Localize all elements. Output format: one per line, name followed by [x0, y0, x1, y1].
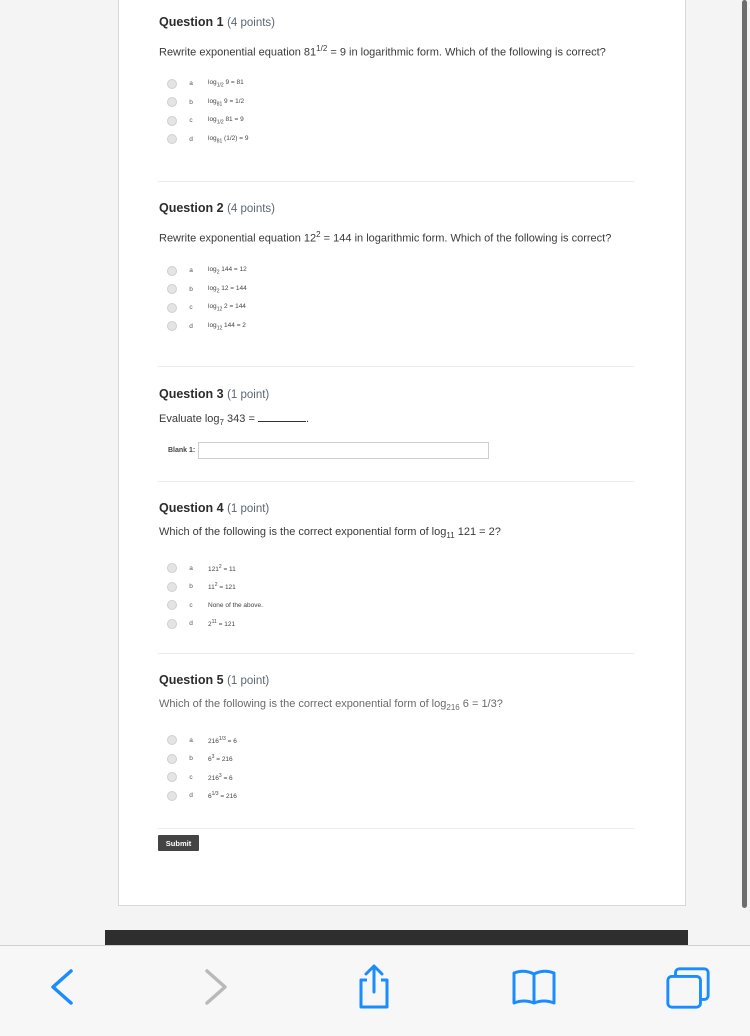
divider	[158, 653, 634, 654]
bookmarks-button[interactable]	[510, 963, 558, 1011]
question-points: (1 point)	[227, 389, 270, 401]
question-title	[159, 673, 629, 687]
text-part: Rewrite exponential equation 12	[159, 232, 317, 245]
scrollbar[interactable]	[742, 0, 747, 908]
option-text	[208, 98, 244, 107]
option-text	[208, 135, 248, 144]
option-letter: b	[189, 755, 193, 763]
page-footer	[105, 930, 688, 945]
power-exponent: 1/3	[211, 791, 219, 798]
option-rest: = 11	[221, 566, 236, 574]
option-text	[208, 736, 237, 745]
option-rest: (1/2) = 9	[222, 134, 249, 142]
divider	[158, 828, 634, 829]
log-base: 12	[216, 325, 223, 332]
option-letter: b	[189, 285, 193, 293]
option-text	[208, 754, 233, 763]
power-exponent: 11	[211, 619, 217, 626]
option-rest: = 6	[221, 775, 233, 783]
text-part: Evaluate log	[159, 413, 220, 425]
log-base: 81	[216, 101, 223, 108]
option-d[interactable]	[159, 787, 629, 806]
option-text	[208, 322, 246, 331]
radio-button[interactable]	[167, 772, 177, 782]
question-number: Question 1	[159, 15, 224, 29]
text-exponent: 1/2	[316, 44, 328, 53]
option-b[interactable]	[159, 578, 629, 597]
chevron-right-icon	[201, 967, 231, 1007]
forward-button[interactable]	[192, 963, 240, 1011]
option-rest: 9 = 81	[223, 79, 244, 87]
option-rest: = 6	[225, 738, 237, 746]
option-letter: c	[189, 304, 193, 312]
option-text	[208, 266, 247, 275]
option-rest: 144 = 2	[222, 321, 246, 329]
option-a[interactable]	[159, 75, 629, 94]
question-text: Evaluate $\log_7 343$ = .	[159, 413, 310, 428]
text-part: Which of the following is the correct exponential form of log	[159, 698, 447, 710]
option-a[interactable]	[159, 262, 629, 281]
option-text	[208, 116, 244, 125]
power-exponent: 3	[211, 754, 215, 761]
blank-label: Blank 1:	[168, 447, 196, 454]
text-subscript: 11	[446, 531, 455, 541]
text-part: = 144 in logarithmic form. Which of the following is correct?	[320, 232, 612, 245]
radio-button[interactable]	[167, 563, 177, 573]
radio-button[interactable]	[167, 116, 177, 126]
tabs-icon	[664, 964, 712, 1010]
radio-button[interactable]	[167, 134, 177, 144]
log-base: 81	[216, 138, 223, 145]
power-base: 121	[208, 566, 219, 574]
browser-toolbar	[0, 945, 750, 1036]
option-letter: a	[189, 80, 193, 88]
text-part: Rewrite exponential equation 81	[159, 46, 317, 59]
option-rest: = 121	[216, 621, 236, 629]
question-number: Question 2	[159, 201, 224, 215]
text-subscript: 7	[219, 418, 224, 428]
question-1	[159, 15, 629, 149]
option-d[interactable]	[159, 317, 629, 336]
option-letter: d	[189, 322, 193, 330]
question-text	[159, 697, 629, 715]
option-text	[208, 582, 236, 591]
question-number: Question 5	[159, 673, 224, 687]
power-exponent: 1/3	[218, 735, 226, 742]
power-exponent: 2	[214, 582, 218, 589]
question-title	[159, 15, 629, 29]
power-base: 11	[208, 584, 215, 592]
question-3	[159, 387, 629, 430]
option-text: None of the above.	[208, 601, 263, 609]
text-subscript: 216	[446, 703, 460, 713]
question-title	[159, 201, 629, 215]
divider	[158, 181, 634, 182]
text-exponent: 2	[316, 230, 321, 239]
blank-1-input[interactable]	[198, 442, 489, 459]
option-letter: b	[189, 583, 193, 591]
power-base: 6	[208, 756, 212, 764]
text-part: Which of the following is the correct exponential form of log	[159, 526, 447, 538]
log-word: log	[208, 134, 217, 142]
question-2	[159, 201, 629, 336]
log-word: log	[208, 284, 217, 292]
log-word: log	[208, 97, 217, 105]
option-text	[208, 79, 244, 88]
power-base: 6	[208, 793, 212, 801]
question-number: Question 3	[159, 387, 224, 401]
share-icon	[354, 964, 394, 1010]
option-text	[208, 791, 237, 800]
option-text	[208, 285, 247, 294]
option-letter: c	[189, 601, 193, 609]
option-letter: a	[189, 736, 193, 744]
log-base: 1/2	[216, 82, 224, 89]
log-base: 1/2	[216, 119, 224, 126]
option-rest: = 216	[214, 756, 233, 764]
log-base: 2	[216, 269, 220, 276]
log-word: log	[208, 116, 217, 124]
option-c[interactable]	[159, 112, 629, 131]
radio-button[interactable]	[167, 266, 177, 276]
radio-button[interactable]	[167, 79, 177, 89]
text-part: = 9 in logarithmic form. Which of the following is correct?	[327, 46, 606, 59]
blank-row	[168, 442, 489, 459]
power-exponent: 2	[218, 563, 222, 570]
log-word: log	[208, 266, 217, 274]
radio-button[interactable]	[167, 97, 177, 107]
text-part: 121 = 2?	[454, 526, 501, 538]
option-letter: a	[189, 564, 193, 572]
question-points: (4 points)	[227, 17, 276, 29]
divider	[158, 481, 634, 482]
option-rest: 2 = 144	[222, 303, 246, 311]
question-points: (4 points)	[227, 203, 276, 215]
option-letter: d	[189, 135, 193, 143]
radio-button[interactable]	[167, 600, 177, 610]
option-d[interactable]	[159, 615, 629, 634]
question-points: (1 point)	[227, 675, 270, 687]
question-points: (1 point)	[227, 503, 270, 515]
submit-button[interactable]: Submit	[158, 835, 199, 851]
power-exponent: 3	[218, 772, 222, 779]
radio-button[interactable]	[167, 321, 177, 331]
question-4	[159, 501, 629, 633]
option-a[interactable]	[159, 731, 629, 750]
question-title	[159, 387, 629, 401]
chevron-left-icon	[47, 967, 77, 1007]
option-b[interactable]	[159, 750, 629, 769]
back-button[interactable]	[38, 963, 86, 1011]
option-letter: d	[189, 620, 193, 628]
radio-button[interactable]	[167, 582, 177, 592]
question-text	[159, 42, 629, 60]
option-b[interactable]	[159, 93, 629, 112]
option-letter: a	[189, 267, 193, 275]
power-base: 2	[208, 621, 212, 629]
book-icon	[510, 967, 558, 1007]
question-text	[159, 525, 629, 543]
question-title	[159, 501, 629, 515]
power-base: 216	[208, 738, 219, 746]
option-b[interactable]	[159, 280, 629, 299]
radio-button[interactable]	[167, 754, 177, 764]
option-c[interactable]	[159, 299, 629, 318]
tabs-button[interactable]	[664, 963, 712, 1011]
option-text	[208, 773, 233, 782]
option-letter: c	[189, 117, 193, 125]
divider	[158, 366, 634, 367]
radio-button[interactable]	[167, 619, 177, 629]
blank-line	[258, 411, 306, 422]
option-text	[208, 619, 235, 628]
log-word: log	[208, 321, 217, 329]
log-word: log	[208, 303, 217, 311]
option-rest: 81 = 9	[223, 116, 244, 124]
text-part: 343 =	[224, 413, 258, 425]
question-5	[159, 673, 629, 805]
option-rest: 12 = 144	[219, 284, 247, 292]
option-rest: 144 = 12	[219, 266, 247, 274]
option-d[interactable]	[159, 130, 629, 149]
share-button[interactable]	[350, 963, 398, 1011]
radio-button[interactable]	[167, 735, 177, 745]
log-base: 2	[216, 288, 220, 295]
log-word: log	[208, 79, 217, 87]
option-c[interactable]	[159, 596, 629, 615]
question-text	[159, 228, 629, 246]
radio-button[interactable]	[167, 284, 177, 294]
option-a[interactable]	[159, 559, 629, 578]
option-text	[208, 564, 236, 573]
radio-button[interactable]	[167, 303, 177, 313]
option-rest: = 216	[218, 793, 237, 801]
log-base: 12	[216, 306, 223, 313]
option-letter: d	[189, 792, 193, 800]
option-letter: b	[189, 98, 193, 106]
option-text	[208, 303, 246, 312]
radio-button[interactable]	[167, 791, 177, 801]
option-rest: = 121	[217, 584, 236, 592]
power-base: 216	[208, 775, 219, 783]
option-rest: 9 = 1/2	[222, 97, 245, 105]
text-part: 6 = 1/3?	[459, 698, 503, 710]
option-c[interactable]	[159, 768, 629, 787]
question-number: Question 4	[159, 501, 224, 515]
option-letter: c	[189, 773, 193, 781]
